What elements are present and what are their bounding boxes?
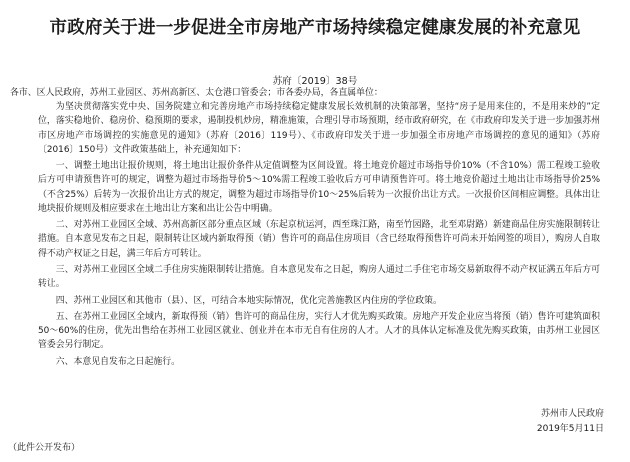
document-title: 市政府关于进一步促进全市房地产市场持续稳定健康发展的补充意见 xyxy=(49,18,581,38)
paragraph-item-5: 五、在苏州工业园区全域内，新取得预（销）售许可的商品住房，实行人才优先购买政策。房地产开发企业应当将预（销）售许可建筑面积50～60%的住房，优先出售给在苏州工业园区就业、创业并在本市无自有住房的人才。人才的具体认定标准及优先购买政策，由苏州工业园区管委会另行制定。 xyxy=(38,311,600,351)
paragraph-item-6: 六、本意见自发布之日起施行。 xyxy=(55,356,181,367)
signature-block xyxy=(537,407,604,436)
recipients-line: 各市、区人民政府，苏州工业园区、苏州高新区、太仓港口管委会；市各委办局，各直属单位： xyxy=(10,88,383,98)
document-body xyxy=(10,86,600,369)
paragraph-item-3: 三、对苏州工业园区全域二手住房实施限制转让措施。自本意见发布之日起，购房人通过二手住宅市场交易新取得不动产权证满五年后方可转让。 xyxy=(38,265,600,290)
issuer-name: 苏州市人民政府 xyxy=(540,409,604,419)
document-number: 苏府〔2019〕38号 xyxy=(272,76,358,87)
paragraph-preamble: 为坚决贯彻落实党中央、国务院建立和完善房地产市场持续稳定健康发展长效机制的决策部署，坚持“房子是用来住的，不是用来炒的”定位，落实稳地价、稳房价、稳预期的要求，遏制投机炒房，精准施策，合理引导市场预期，经市政府研究，在《市政府印发关于进一步加强苏州市区房地产市场调控的实施意见的通知》（苏府〔2016〕119号）、《市政府印发关于进一步加强全市房地产市场调控的意见的通知》（苏府〔2016〕150号）文件政策基础上，补充通知如下： xyxy=(38,102,600,155)
paragraph-item-4: 四、苏州工业园区和其他市（县）、区，可结合本地实际情况，优化完善施教区内住房的学位政策。 xyxy=(55,295,442,306)
paragraph-item-1: 一、调整土地出让报价规则，将土地出让报价条件从定值调整为区间设置。将土地竞价超过市场指导价10%（不含10%）需工程竣工验收后方可申请预售许可的规定，调整为超过市场指导价5～10%需工程竣工验收后方可申请预售许可。将土地竞价超过土地出让市场指导价25%（不含25%）后转为一次报价出让方式的规定，调整为超过市场指导价10～25%后转为一次报价出让方式。一次报价区间相应调整。具体出让地块报价规则及相应要求在土地出让方案和出让公告中明确。 xyxy=(38,161,600,214)
issue-date: 2019年5月11日 xyxy=(536,423,604,434)
paragraph-item-2: 二、对苏州工业园区全域、苏州高新区部分重点区域（东起京杭运河，西至珠江路，南至竹园路，北至邓尉路）新建商品住房实施限制转让措施。自本意见发布之日起，限制转让区域内新取得预（销）售许可的商品住房项目（含已经取得预售许可尚未开始网签的项目），购房人自取得不动产权证之日起，满三年后方可转让。 xyxy=(38,220,600,259)
publication-note: （此件公开发布） xyxy=(8,443,81,453)
